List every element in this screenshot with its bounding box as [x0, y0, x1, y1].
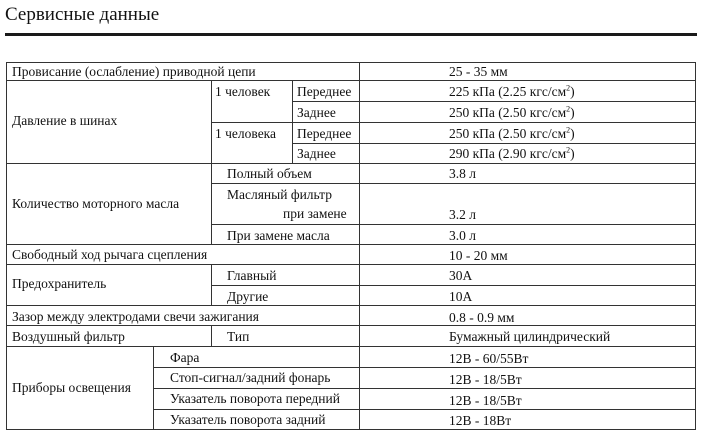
oil-filter-value: 3.2 л: [449, 207, 476, 222]
headlight-value: 12В - 60/55Вт: [449, 351, 529, 366]
clutch-play-value: 10 - 20 мм: [449, 248, 508, 263]
air-filter-value: Бумажный цилиндрический: [449, 329, 611, 344]
tire-two-persons-label: 1 человека: [215, 126, 277, 141]
turn-front-label: Указатель поворота передний: [170, 391, 340, 406]
turn-front-value: 12В - 18/5Вт: [449, 393, 522, 408]
brake-light-label: Стоп-сигнал/задний фонарь: [170, 370, 331, 385]
oil-change-value: 3.0 л: [449, 228, 476, 243]
oil-change-label: При замене масла: [227, 228, 330, 243]
tire-pressure-label: Давление в шинах: [12, 113, 118, 128]
headlight-label: Фара: [170, 350, 200, 365]
lights-label: Приборы освещения: [12, 380, 131, 395]
tire-one-person-label: 1 человек: [215, 84, 271, 99]
air-filter-label: Воздушный фильтр: [12, 329, 125, 344]
oil-total-label: Полный объем: [227, 166, 312, 181]
tire-two-front-label: Переднее: [297, 126, 352, 141]
oil-filter-label-line1: Масляный фильтр: [227, 187, 332, 202]
chain-slack-value: 25 - 35 мм: [449, 64, 508, 79]
tire-one-rear-value: 250 кПа (2.50 кгс/$см^2$): [449, 104, 575, 120]
tire-one-front-value: 225 кПа (2.25 кгс/$см^2$): [449, 83, 575, 99]
tire-two-front-value: 250 кПа (2.50 кгс/$см^2$): [449, 125, 575, 141]
fuse-other-value: 10A: [449, 289, 473, 304]
oil-capacity-label: Количество моторного масла: [12, 196, 180, 211]
fuse-other-label: Другие: [227, 289, 269, 304]
clutch-play-label: Свободный ход рычага сцепления: [12, 247, 208, 262]
oil-filter-label-line2: при замене: [283, 206, 347, 221]
turn-rear-value: 12В - 18Вт: [449, 413, 512, 428]
chain-slack-label: Провисание (ослабление) приводной цепи: [12, 64, 256, 79]
fuse-main-value: 30A: [449, 268, 473, 283]
fuse-label: Предохранитель: [12, 276, 107, 291]
tire-one-rear-label: Заднее: [297, 105, 336, 120]
page-title: Сервисные данные: [5, 4, 160, 25]
tire-two-rear-value: 290 кПа (2.90 кгс/$см^2$): [449, 145, 575, 161]
air-filter-type-label: Тип: [227, 329, 250, 344]
tire-one-front-label: Переднее: [297, 84, 352, 99]
turn-rear-label: Указатель поворота задний: [170, 412, 326, 427]
tire-two-rear-label: Заднее: [297, 146, 336, 161]
oil-total-value: 3.8 л: [449, 166, 476, 181]
spark-gap-label: Зазор между электродами свечи зажигания: [12, 309, 259, 324]
fuse-main-label: Главный: [227, 268, 277, 283]
brake-light-value: 12В - 18/5Вт: [449, 372, 522, 387]
spark-gap-value: 0.8 - 0.9 мм: [449, 310, 515, 325]
